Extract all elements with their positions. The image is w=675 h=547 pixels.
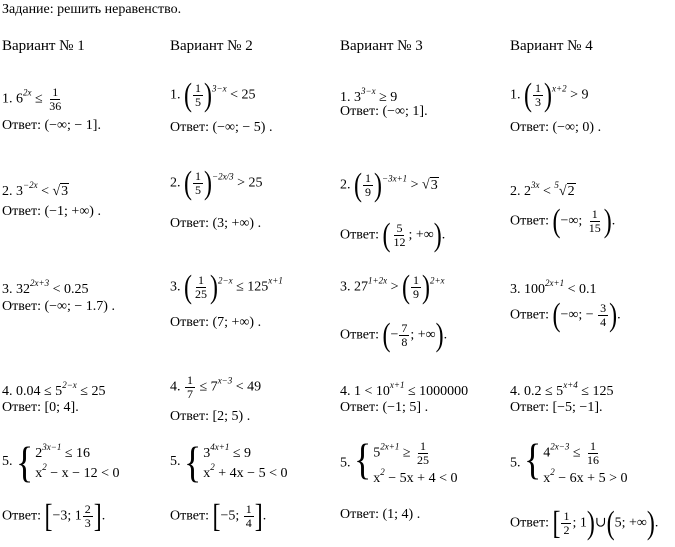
v3-answer-4: Ответ: (−1; 5] . bbox=[340, 400, 429, 415]
v2-problem-5: 5. { $3^{4x+1} \le 9$ $x^2 + 4x - 5 < 0$ bbox=[170, 438, 288, 486]
v1-problem-1: 1. $6^{2x}$ ≤ $\frac{1}{36}$ bbox=[2, 85, 62, 113]
v4-problem-2: 2. $2^{3x} < ^5√2$ bbox=[510, 180, 575, 199]
v1-problem-2: 2. $3^{-2x} < √3$ bbox=[2, 180, 69, 199]
v1-answer-1: Ответ: (−∞; − 1]. bbox=[2, 118, 101, 133]
v1-answer-4: Ответ: [0; 4]. bbox=[2, 400, 79, 415]
v2-answer-5: Ответ: [−5; $\frac{1}{4}$ ]. bbox=[170, 498, 267, 535]
v1-answer-3: Ответ: (−∞; − 1.7) . bbox=[2, 299, 115, 314]
v4-answer-5: Ответ: [ $\frac{1}{2}$ ; 1)∪(5; +∞). bbox=[510, 505, 659, 542]
v4-problem-5: 5. { $4^{2x-3}$ ≤ $\frac{1}{16}$ $x^2 - 6x + 5 > 0$ bbox=[510, 435, 628, 486]
v2-problem-1: 1. ( $\frac{1}{5}$ )$^{3-x}$ < 25 bbox=[170, 77, 256, 114]
v3-problem-3: 3. $27^{1+2x}$ > ( $\frac{1}{9}$ )$^{2+x}$ bbox=[340, 269, 445, 306]
v4-problem-4: 4. $0.2 \le 5^{x+4} \le 125$ bbox=[510, 380, 614, 399]
v4-problem-3: 3. $100^{2x+1} < 0.1$ bbox=[510, 278, 597, 297]
v2-problem-3: 3. ( $\frac{1}{25}$ )$^{2-x} \le 125^{x+1}$ bbox=[170, 269, 283, 306]
v3-problem-4: 4. $1 < 10^{x+1} \le 1000000$ bbox=[340, 380, 469, 399]
v1-answer-2: Ответ: (−1; +∞) . bbox=[2, 204, 101, 219]
v3-answer-3: Ответ: (− $\frac{7}{8}$ ; +∞). bbox=[340, 317, 448, 354]
v3-problem-5: 5. { $5^{2x+1}$ ≥ $\frac{1}{25}$ $x^2 - 5x + 4 < 0$ bbox=[340, 435, 458, 486]
v3-answer-1: Ответ: (−∞; 1]. bbox=[340, 104, 428, 119]
v3-problem-2: 2. ( $\frac{1}{9}$ )$^{-3x+1}$ > √3 bbox=[340, 167, 438, 204]
v2-problem-4: 4. $\frac{1}{7}$ ≤ $7^{x-3} < 49$ bbox=[170, 373, 262, 401]
v2-answer-3: Ответ: (7; +∞) . bbox=[170, 315, 262, 330]
v3-answer-5: Ответ: (1; 4) . bbox=[340, 507, 421, 522]
v2-answer-1: Ответ: (−∞; − 5) . bbox=[170, 120, 273, 135]
v1-problem-5: 5. { $2^{3x-1} \le 16$ $x^2 - x - 12 < 0$ bbox=[2, 438, 120, 486]
variant-3-header: Вариант № 3 bbox=[340, 38, 423, 54]
v4-answer-2: Ответ: (−∞; $\frac{1}{15}$ ). bbox=[510, 203, 616, 240]
v4-answer-3: Ответ: (−∞; − $\frac{3}{4}$ ). bbox=[510, 297, 621, 334]
v3-answer-2: Ответ: ( $\frac{5}{12}$ ; +∞). bbox=[340, 217, 446, 254]
variant-4-header: Вариант № 4 bbox=[510, 38, 593, 54]
v2-answer-2: Ответ: (3; +∞) . bbox=[170, 216, 262, 231]
v1-answer-5: Ответ: [−3; 1 $\frac{2}{3}$ ]. bbox=[2, 498, 106, 535]
v4-problem-1: 1. ( $\frac{1}{3}$ )$^{x+2}$ > 9 bbox=[510, 77, 589, 114]
page-title: Задание: решить неравенство. bbox=[2, 2, 182, 17]
v1-problem-3: 3. $32^{2x+3} < 0.25$ bbox=[2, 278, 89, 297]
v3-problem-1: 1. $3^{3-x} \ge 9$ bbox=[340, 86, 398, 105]
v1-problem-4: 4. $0.04 \le 5^{2-x} \le 25$ bbox=[2, 380, 106, 399]
v4-answer-1: Ответ: (−∞; 0) . bbox=[510, 120, 602, 135]
variant-2-header: Вариант № 2 bbox=[170, 38, 253, 54]
v2-problem-2: 2. ( $\frac{1}{5}$ )$^{-2x/3}$ > 25 bbox=[170, 165, 263, 202]
v4-answer-4: Ответ: [−5; −1]. bbox=[510, 400, 603, 415]
variant-1-header: Вариант № 1 bbox=[2, 38, 85, 54]
v2-answer-4: Ответ: [2; 5) . bbox=[170, 409, 251, 424]
